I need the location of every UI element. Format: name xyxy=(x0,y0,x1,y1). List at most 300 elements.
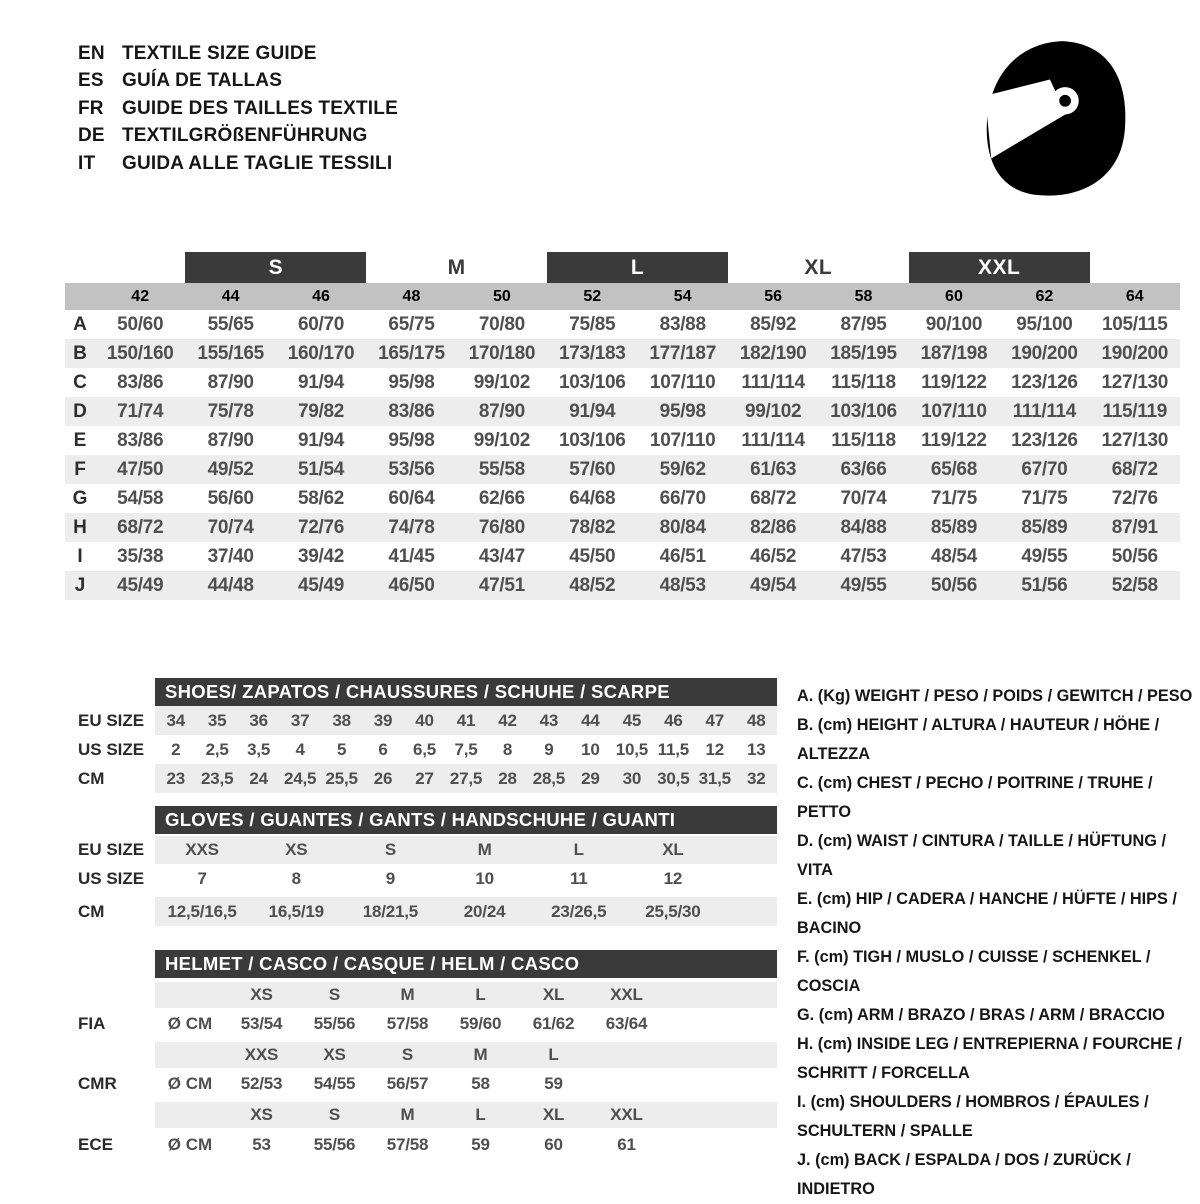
language-title-block xyxy=(78,40,398,178)
shoes-eu-size-label: EU SIZE xyxy=(78,710,145,730)
helmet-size: XXS xyxy=(244,1045,279,1064)
language-code: ES xyxy=(78,70,104,92)
glove-eu-size: M xyxy=(477,840,492,859)
size-value: 45/50 xyxy=(569,545,616,567)
shoe-cm-value: 25,5 xyxy=(325,768,358,788)
helmet-cmr-sizes xyxy=(225,1042,663,1068)
numeric-size: 60 xyxy=(945,287,963,305)
row-label: I xyxy=(77,545,83,567)
row-values xyxy=(95,484,1180,513)
size-value: 53/56 xyxy=(388,458,435,480)
shoe-cm-value: 27 xyxy=(415,768,434,788)
helmet-size: M xyxy=(473,1045,488,1064)
size-value: 82/86 xyxy=(750,516,797,538)
shoe-us-size: 4 xyxy=(295,739,305,759)
size-value: 49/55 xyxy=(840,574,887,596)
size-group-m: M xyxy=(447,255,466,279)
size-value: 115/119 xyxy=(1102,400,1168,422)
size-value: 58/62 xyxy=(298,487,345,509)
shoe-eu-size: 45 xyxy=(622,710,642,730)
shoe-cm-value: 24 xyxy=(249,768,268,788)
shoes-section-title: SHOES/ ZAPATOS / CHAUSSURES / SCHUHE / SCARPE xyxy=(155,678,777,706)
size-value: 87/95 xyxy=(840,313,887,335)
numeric-size: 44 xyxy=(221,287,240,305)
size-value: 95/98 xyxy=(659,400,706,422)
row-values xyxy=(95,571,1180,600)
shoe-eu-size: 37 xyxy=(290,710,310,730)
helmet-cm-value: 55/56 xyxy=(313,1135,356,1154)
size-value: 49/54 xyxy=(750,574,797,596)
shoe-us-size: 5 xyxy=(336,739,347,759)
size-value: 95/98 xyxy=(388,371,435,393)
size-value: 79/82 xyxy=(298,400,345,422)
helmet-unit-label: Ø CM xyxy=(167,1135,213,1154)
helmet-cm-value: 53/54 xyxy=(240,1014,283,1033)
language-title: GUIDA ALLE TAGLIE TESSILI xyxy=(122,152,393,174)
legend-item: D. (cm) WAIST / CINTURA / TAILLE / HÜFTUNG / VITA xyxy=(797,832,1167,879)
helmet-cmr-values xyxy=(225,1068,663,1100)
numeric-size: 42 xyxy=(131,287,150,305)
size-value: 39/42 xyxy=(298,545,345,567)
size-value: 83/86 xyxy=(388,400,435,422)
row-values xyxy=(95,426,1180,455)
size-value: 70/74 xyxy=(840,487,887,509)
size-value: 119/122 xyxy=(921,429,987,451)
size-value: 78/82 xyxy=(569,516,616,538)
size-value: 75/85 xyxy=(569,313,616,335)
numeric-size-cells xyxy=(95,283,1180,310)
shoe-cm-value: 23 xyxy=(166,768,185,788)
size-value: 111/114 xyxy=(1012,400,1077,422)
size-value: 71/75 xyxy=(930,487,977,509)
size-value: 80/84 xyxy=(659,516,706,538)
numeric-size: 50 xyxy=(492,287,511,305)
row-label: C xyxy=(73,371,87,393)
shoe-us-size: 13 xyxy=(747,739,766,759)
size-value: 65/75 xyxy=(388,313,435,335)
helmet-ece-label: ECE xyxy=(78,1135,113,1154)
size-value: 95/100 xyxy=(1016,313,1073,335)
size-value: 62/66 xyxy=(478,487,525,509)
shoe-us-size: 3,5 xyxy=(247,739,271,759)
size-value: 57/60 xyxy=(569,458,616,480)
size-value: 60/64 xyxy=(388,487,435,509)
size-value: 67/70 xyxy=(1021,458,1068,480)
size-value: 185/195 xyxy=(830,342,897,364)
legend-item: B. (cm) HEIGHT / ALTURA / HAUTEUR / HÖHE / ALTEZZA xyxy=(797,716,1160,763)
glove-cm-value: 23/26,5 xyxy=(551,901,607,921)
size-group-header-row xyxy=(65,252,1180,283)
language-title: GUIDE DES TAILLES TEXTILE xyxy=(122,97,398,119)
size-value: 70/74 xyxy=(207,516,254,538)
row-label: D xyxy=(73,400,87,422)
size-value: 71/74 xyxy=(117,400,164,422)
glove-us-size: 12 xyxy=(663,868,683,888)
size-value: 95/98 xyxy=(388,429,435,451)
size-value: 91/94 xyxy=(569,400,616,422)
helmet-size: S xyxy=(328,985,341,1004)
size-value: 46/51 xyxy=(659,545,706,567)
legend-item: H. (cm) INSIDE LEG / ENTREPIERNA / FOURCHE / SCHRITT / FORCELLA xyxy=(797,1035,1182,1082)
language-row xyxy=(78,150,398,178)
size-value: 111/114 xyxy=(741,371,805,393)
size-value: 84/88 xyxy=(840,516,887,538)
helmet-cm-value: 59/60 xyxy=(459,1014,502,1033)
glove-us-size: 10 xyxy=(475,868,494,888)
size-value: 107/110 xyxy=(649,371,716,393)
shoe-us-size: 9 xyxy=(544,739,554,759)
glove-cm-value: 20/24 xyxy=(463,901,506,921)
shoe-eu-size: 38 xyxy=(332,710,351,730)
helmet-cm-value: 61/62 xyxy=(532,1014,575,1033)
size-value: 91/94 xyxy=(298,429,345,451)
size-value: 63/66 xyxy=(840,458,887,480)
size-value: 173/183 xyxy=(558,342,626,364)
size-value: 44/48 xyxy=(207,574,254,596)
size-value: 72/76 xyxy=(298,516,345,538)
numeric-size: 64 xyxy=(1125,287,1144,305)
table-row-d xyxy=(65,397,1180,426)
language-row xyxy=(78,68,398,96)
size-value: 66/70 xyxy=(659,487,706,509)
shoe-us-size: 8 xyxy=(502,739,513,759)
language-code: EN xyxy=(78,42,105,64)
legend-item: C. (cm) CHEST / PECHO / POITRINE / TRUHE / PETTO xyxy=(797,774,1153,821)
gloves-us-size-label: US SIZE xyxy=(78,868,145,888)
size-value: 90/100 xyxy=(925,313,983,335)
spacer xyxy=(65,283,95,310)
gloves-eu-sizes xyxy=(155,836,720,864)
size-group-l: L xyxy=(547,252,728,283)
row-label: F xyxy=(74,458,86,480)
helmet-cm-value: 57/58 xyxy=(386,1014,429,1033)
size-value: 48/53 xyxy=(659,574,706,596)
size-value: 47/51 xyxy=(478,574,525,596)
size-value: 59/62 xyxy=(659,458,706,480)
helmet-size: XXL xyxy=(610,985,643,1004)
glove-us-size: 9 xyxy=(385,868,396,888)
glove-us-size: 8 xyxy=(291,868,301,888)
size-value: 87/91 xyxy=(1111,516,1158,538)
size-value: 41/45 xyxy=(388,545,435,567)
numeric-size: 46 xyxy=(312,287,330,305)
shoe-eu-size: 35 xyxy=(207,710,227,730)
shoe-cm-value: 24,5 xyxy=(283,768,317,788)
size-value: 190/200 xyxy=(1101,342,1169,364)
size-value: 155/165 xyxy=(197,342,264,364)
row-label: B xyxy=(73,342,87,364)
shoe-cm-value: 30,5 xyxy=(657,768,690,788)
size-value: 48/54 xyxy=(930,545,977,567)
row-values xyxy=(95,397,1180,426)
shoe-eu-size: 47 xyxy=(705,710,725,730)
size-value: 51/54 xyxy=(298,458,345,480)
helmet-cmr-label: CMR xyxy=(78,1074,117,1093)
size-value: 123/126 xyxy=(1011,371,1078,393)
size-value: 65/68 xyxy=(930,458,977,480)
shoe-us-size: 2,5 xyxy=(205,739,229,759)
glove-cm-value: 18/21,5 xyxy=(362,901,419,921)
shoes-cm-label: CM xyxy=(78,768,105,788)
size-value: 72/76 xyxy=(1111,487,1158,509)
legend-item: A. (Kg) WEIGHT / PESO / POIDS / GEWITCH / PESO xyxy=(797,687,1193,705)
language-code: DE xyxy=(78,125,105,147)
glove-eu-size: L xyxy=(573,840,584,859)
table-row-f xyxy=(65,455,1180,484)
shoe-cm-value: 27,5 xyxy=(449,768,483,788)
size-value: 60/70 xyxy=(298,313,345,335)
language-row xyxy=(78,40,398,68)
row-values xyxy=(95,368,1180,397)
size-value: 64/68 xyxy=(569,487,616,509)
shoe-eu-size: 42 xyxy=(498,710,517,730)
size-value: 103/106 xyxy=(558,371,626,393)
size-value: 127/130 xyxy=(1101,429,1169,451)
size-value: 35/38 xyxy=(117,545,164,567)
shoe-cm-value: 32 xyxy=(747,768,766,788)
size-value: 50/56 xyxy=(1111,545,1158,567)
measurement-legend xyxy=(797,682,1195,1204)
language-title: TEXTILE SIZE GUIDE xyxy=(122,42,317,64)
size-value: 115/118 xyxy=(831,429,896,451)
racing-helmet-icon xyxy=(975,33,1137,210)
helmet-ece-values xyxy=(225,1128,663,1162)
helmet-cm-value: 52/53 xyxy=(240,1074,283,1093)
size-value: 54/58 xyxy=(117,487,164,509)
shoe-us-size: 10 xyxy=(581,739,600,759)
helmet-cm-value: 55/56 xyxy=(313,1014,356,1033)
helmet-cm-value: 57/58 xyxy=(386,1135,429,1154)
shoe-eu-size: 39 xyxy=(373,710,393,730)
helmet-size: XS xyxy=(250,1105,273,1124)
legend-item: E. (cm) HIP / CADERA / HANCHE / HÜFTE / HIPS / BACINO xyxy=(797,890,1177,937)
size-value: 103/106 xyxy=(830,400,897,422)
size-value: 190/200 xyxy=(1011,342,1078,364)
helmet-size: XXL xyxy=(610,1105,643,1124)
shoe-eu-size: 36 xyxy=(249,710,268,730)
row-values xyxy=(95,310,1180,339)
gloves-us-sizes xyxy=(155,864,720,893)
size-value: 85/89 xyxy=(930,516,977,538)
shoe-eu-size: 43 xyxy=(539,710,559,730)
size-value: 47/50 xyxy=(117,458,164,480)
size-value: 52/58 xyxy=(1111,574,1158,596)
size-value: 45/49 xyxy=(298,574,345,596)
gloves-section-title: GLOVES / GUANTES / GANTS / HANDSCHUHE / GUANTI xyxy=(155,806,777,834)
numeric-size: 48 xyxy=(402,287,421,305)
size-value: 83/86 xyxy=(117,371,164,393)
size-value: 70/80 xyxy=(478,313,525,335)
shoe-us-size: 6 xyxy=(378,739,388,759)
table-row-e xyxy=(65,426,1180,455)
size-value: 43/47 xyxy=(478,545,525,567)
size-group-xl: XL xyxy=(804,255,833,279)
size-value: 37/40 xyxy=(207,545,254,567)
glove-eu-size: XL xyxy=(662,840,684,859)
gloves-cm-label: CM xyxy=(78,901,105,921)
shoe-eu-size: 41 xyxy=(456,710,476,730)
size-value: 87/90 xyxy=(207,371,254,393)
shoe-us-size: 11,5 xyxy=(657,739,689,759)
size-value: 76/80 xyxy=(478,516,525,538)
helmet-size: M xyxy=(400,985,415,1004)
shoe-cm-value: 31,5 xyxy=(698,768,731,788)
helmet-cm-value: 53 xyxy=(252,1135,271,1154)
size-value: 68/72 xyxy=(750,487,797,509)
row-label: E xyxy=(73,429,87,451)
shoe-cm-value: 30 xyxy=(622,768,642,788)
shoe-eu-size: 46 xyxy=(664,710,683,730)
helmet-size: M xyxy=(400,1105,415,1124)
shoes-eu-sizes xyxy=(155,706,777,735)
helmet-cm-value: 59 xyxy=(471,1135,490,1154)
size-value: 165/175 xyxy=(378,342,445,364)
size-value: 74/78 xyxy=(388,516,435,538)
size-value: 85/89 xyxy=(1021,516,1068,538)
numeric-size: 56 xyxy=(764,287,783,305)
size-value: 87/90 xyxy=(478,400,525,422)
size-value: 123/126 xyxy=(1011,429,1078,451)
size-value: 107/110 xyxy=(921,400,987,422)
size-value: 49/55 xyxy=(1021,545,1068,567)
row-label: A xyxy=(73,313,87,335)
helmet-section-title: HELMET / CASCO / CASQUE / HELM / CASCO xyxy=(155,950,777,978)
shoe-cm-value: 23,5 xyxy=(201,768,234,788)
size-group-s: S xyxy=(185,252,366,283)
helmet-size: XS xyxy=(250,985,273,1004)
glove-eu-size: S xyxy=(384,840,396,859)
helmet-cm-value: 54/55 xyxy=(313,1074,356,1093)
shoe-us-size: 6,5 xyxy=(413,739,437,759)
size-value: 45/49 xyxy=(117,574,164,596)
shoe-us-size: 7,5 xyxy=(454,739,478,759)
size-value: 115/118 xyxy=(831,371,896,393)
size-value: 48/52 xyxy=(569,574,616,596)
size-value: 99/102 xyxy=(473,371,531,393)
helmet-size: XS xyxy=(323,1045,346,1064)
size-value: 177/187 xyxy=(649,342,716,364)
shoe-cm-value: 29 xyxy=(581,768,600,788)
helmet-fia-values xyxy=(225,1008,663,1040)
size-value: 103/106 xyxy=(558,429,626,451)
glove-cm-value: 25,5/30 xyxy=(645,901,701,921)
table-row-h xyxy=(65,513,1180,542)
table-row-b xyxy=(65,339,1180,368)
size-value: 182/190 xyxy=(739,342,807,364)
table-row-j xyxy=(65,571,1180,600)
numeric-size: 58 xyxy=(854,287,873,305)
size-value: 85/92 xyxy=(750,313,797,335)
language-row xyxy=(78,95,398,123)
numeric-size: 52 xyxy=(583,287,602,305)
glove-us-size: 11 xyxy=(569,868,588,888)
row-label: H xyxy=(73,516,87,538)
size-value: 46/52 xyxy=(750,545,797,567)
size-value: 150/160 xyxy=(106,342,174,364)
table-row-i xyxy=(65,542,1180,571)
helmet-cm-value: 58 xyxy=(471,1074,490,1093)
size-value: 107/110 xyxy=(649,429,716,451)
helmet-unit-label: Ø CM xyxy=(167,1074,213,1093)
size-value: 50/56 xyxy=(930,574,977,596)
language-row xyxy=(78,123,398,151)
helmet-size: L xyxy=(548,1045,559,1064)
shoe-eu-size: 40 xyxy=(415,710,434,730)
row-label: J xyxy=(74,574,86,596)
size-value: 55/58 xyxy=(478,458,525,480)
gloves-cm-values xyxy=(155,897,720,926)
helmet-cm-value: 59 xyxy=(544,1074,563,1093)
size-value: 87/90 xyxy=(207,429,254,451)
size-value: 55/65 xyxy=(207,313,254,335)
shoe-cm-value: 28 xyxy=(498,768,517,788)
legend-item: J. (cm) BACK / ESPALDA / DOS / ZURÜCK / INDIETRO xyxy=(797,1151,1131,1198)
helmet-cm-value: 56/57 xyxy=(386,1074,429,1093)
size-value: 47/53 xyxy=(840,545,887,567)
gloves-eu-size-label: EU SIZE xyxy=(78,840,145,859)
size-value: 127/130 xyxy=(1101,371,1169,393)
language-code: FR xyxy=(78,97,104,119)
shoe-eu-size: 44 xyxy=(581,710,600,730)
helmet-ece-sizes xyxy=(225,1102,663,1128)
size-value: 99/102 xyxy=(473,429,531,451)
shoe-cm-value: 28,5 xyxy=(532,768,566,788)
helmet-size: S xyxy=(328,1105,341,1124)
glove-cm-value: 16,5/19 xyxy=(268,901,324,921)
size-value: 50/60 xyxy=(117,313,164,335)
size-value: 119/122 xyxy=(921,371,987,393)
row-label: G xyxy=(72,487,88,509)
language-title: GUÍA DE TALLAS xyxy=(122,70,283,92)
helmet-size: L xyxy=(475,1105,486,1124)
glove-eu-size: XXS xyxy=(185,840,219,859)
legend-item: F. (cm) TIGH / MUSLO / CUISSE / SCHENKEL / COSCIA xyxy=(797,948,1151,995)
size-value: 83/86 xyxy=(117,429,164,451)
language-title: TEXTILGRÖßENFÜHRUNG xyxy=(122,125,368,147)
shoe-us-size: 12 xyxy=(705,739,725,759)
glove-eu-size: XS xyxy=(285,840,308,859)
helmet-size: XL xyxy=(542,1105,565,1124)
helmet-size: S xyxy=(401,1045,414,1064)
glove-us-size: 7 xyxy=(197,868,207,888)
textile-size-table xyxy=(65,252,1180,600)
size-value: 46/50 xyxy=(388,574,435,596)
helmet-size: L xyxy=(475,985,486,1004)
helmet-fia-sizes xyxy=(225,982,663,1008)
row-values xyxy=(95,455,1180,484)
size-group-xxl: XXL xyxy=(909,252,1090,283)
size-value: 71/75 xyxy=(1021,487,1068,509)
numeric-size: 62 xyxy=(1035,287,1054,305)
shoes-us-sizes xyxy=(155,735,777,764)
size-value: 105/115 xyxy=(1102,313,1168,335)
shoe-eu-size: 48 xyxy=(747,710,766,730)
size-value: 51/56 xyxy=(1021,574,1068,596)
helmet-cm-value: 60 xyxy=(544,1135,563,1154)
helmet-cm-value: 63/64 xyxy=(605,1014,648,1033)
size-value: 61/63 xyxy=(750,458,797,480)
helmet-unit-label: Ø CM xyxy=(167,1014,213,1033)
size-value: 91/94 xyxy=(298,371,345,393)
size-value: 99/102 xyxy=(744,400,802,422)
shoe-cm-value: 26 xyxy=(373,768,393,788)
size-value: 111/114 xyxy=(741,429,805,451)
shoes-cm-values xyxy=(155,764,777,793)
size-value: 170/180 xyxy=(468,342,536,364)
legend-item: I. (cm) SHOULDERS / HOMBROS / ÉPAULES / SCHULTERN / SPALLE xyxy=(797,1093,1149,1140)
size-value: 68/72 xyxy=(1111,458,1158,480)
row-values xyxy=(95,339,1180,368)
